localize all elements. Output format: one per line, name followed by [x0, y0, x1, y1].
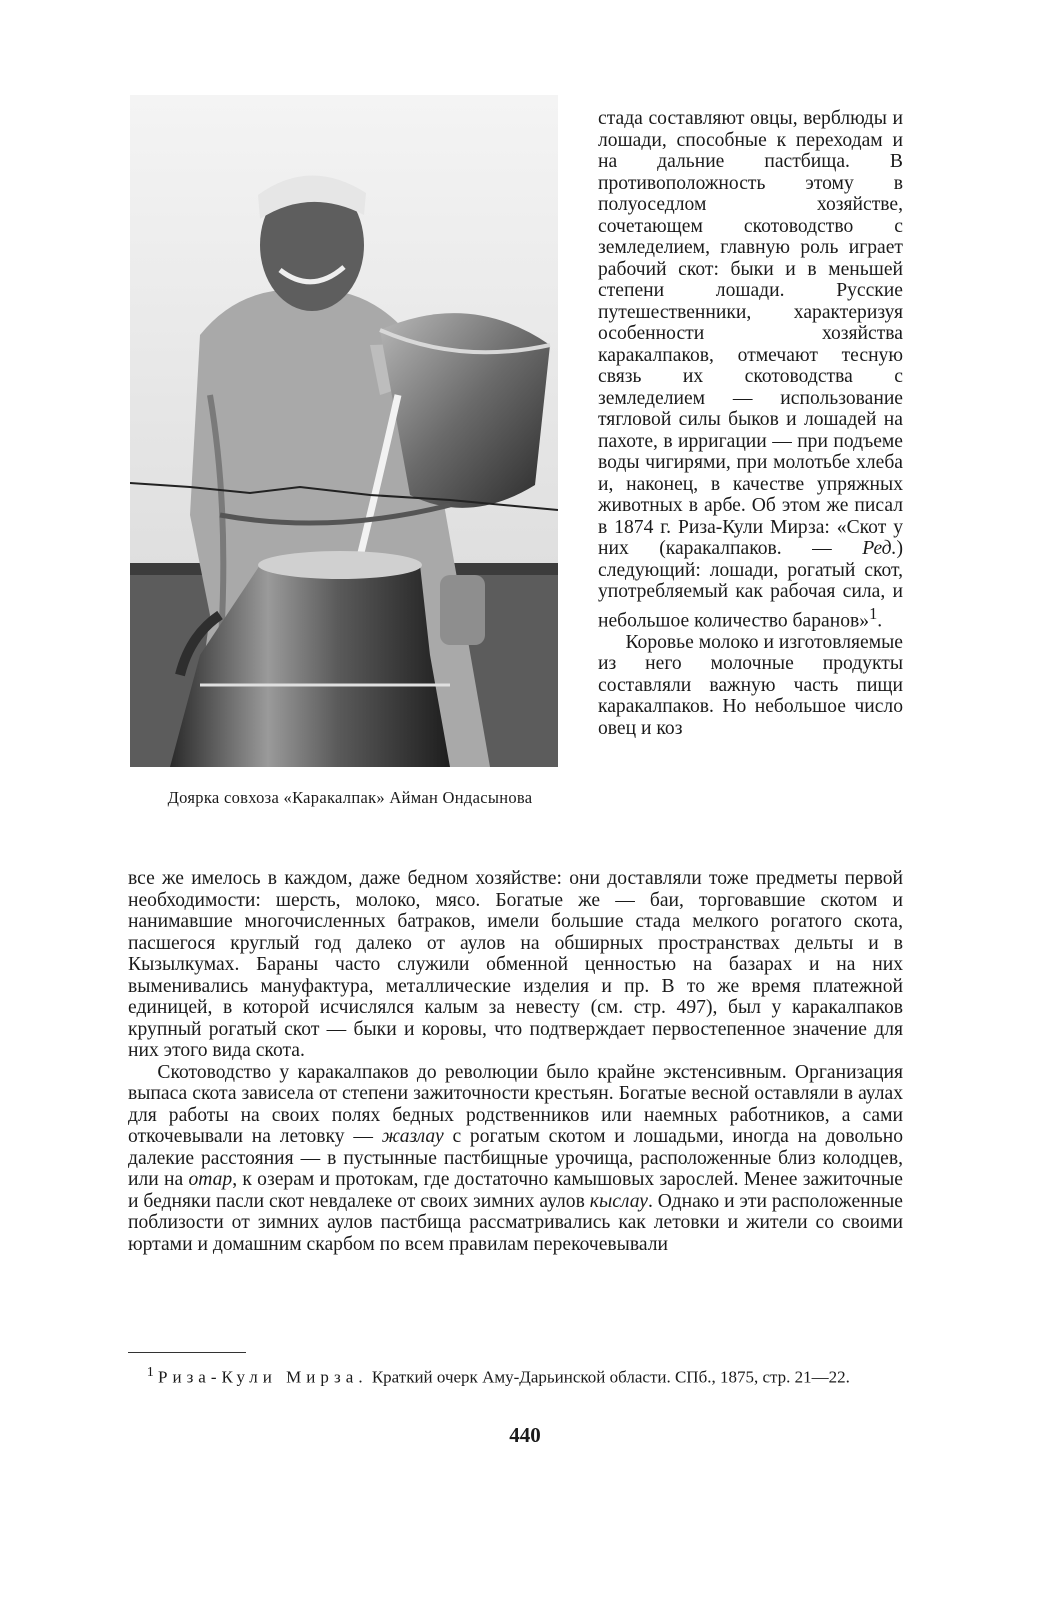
main-column-text: [128, 868, 903, 1255]
text-run: ) следующий: лошади, рогатый скот, употребляемый как рабочая сила, и небольшое количество баранов»: [598, 538, 903, 632]
text-run: , к озерам и протокам, где достаточно камышовых зарослей. Менее зажиточные и бедняки пасли скот невдалеке от своих зимних аулов: [128, 1169, 903, 1212]
photo-image: [130, 95, 558, 767]
text-run: Скотоводство у каракалпаков до революции было крайне экстенсивным. Организация выпаса скота зависела от степени зажиточности крестьян. Богатые весной оставляли в аулах для работы на своих полях бедных родственников или наемных работников, а сами откочевывали на летовку —: [128, 1061, 903, 1147]
paragraph: все же имелось в каждом, даже бедном хозяйстве: они доставляли тоже предметы первой необходимости: шерсть, молоко, мясо. Богатые же — баи, торговавшие скотом и нанимавшие многочисленных батраков, имели большие стада мелкого рогатого скота, пасшегося круглый год далеко от аулов на обширных пространствах дельты и в Кызылкумах. Бараны часто служили обменной ценностью на базарах и на них выменивались мануфактура, металлические изделия и пр. В то же время платежной единицей, в которой исчислялся калым за невесту (см. стр. 497), был у каракалпаков крупный рогатый скот — быки и коровы, что подтверждает первостепенное значение для них этого вида скота.: [128, 868, 903, 1061]
footnote-mark: 1: [869, 603, 878, 623]
footnote-author: Риза-Кули Мирза.: [158, 1367, 368, 1387]
editor-note: Ред.: [862, 538, 897, 559]
footnote-divider: [128, 1352, 246, 1353]
text-run: с рогатым скотом и лошадьми, иногда на довольно далекие расстояния — в пустынные пастбищные урочища, расположенные близ колодцев, или на: [128, 1126, 903, 1190]
photograph-milkmaid-pouring-milk: [130, 95, 558, 767]
footnote: [128, 1362, 903, 1388]
footnote-text: Краткий очерк Аму-Дарьинской области. СПб., 1875, стр. 21—22.: [371, 1367, 850, 1387]
term: отар: [188, 1169, 233, 1190]
term: кыслау: [589, 1190, 648, 1212]
term: жазлау: [381, 1126, 444, 1147]
footnote-number: 1: [146, 1364, 154, 1380]
text-run: стада составляют овцы, верблюды и лошади, способные к переходам и на дальние пастбища. В противоположность этому в полуоседлом хозяйстве, сочетающем скотоводство с земледелием, главную роль играет рабочий скот: быки и в меньшей степени лошади. Русские путешественники, характеризуя особенности хозяйства каракалпаков, отмечают тесную связь их скотоводства с земледелием — использование тягловой силы быков и лошадей на пахоте, в ирригации — при подъеме воды чигирями, при молотьбе хлеба и, наконец, в качестве упряжных животных в арбе. Об этом же писал в 1874 г. Риза-Кули Мирза: «Скот у них (каракалпаков. —: [598, 108, 903, 559]
paragraph: стада составляют овцы, верблюды и лошади, способные к переходам и на дальние пастбища. В противоположность этому в полуоседлом хозяйстве, сочетающем скотоводство с земледелием, главную роль играет рабочий скот: быки и в меньшей степени лошади. Русские путешественники, характеризуя особенности хозяйства каракалпаков, отмечают тесную связь их скотоводства с земледелием — использование тягловой силы быков и лошадей на пахоте, в ирригации — при подъеме воды чигирями, при молотьбе хлеба и, наконец, в качестве упряжных животных в арбе. Об этом же писал в 1874 г. Риза-Кули Мирза: «Скот у них (каракалпаков. — Ред.) следующий: лошади, рогатый скот, употребляемый как рабочая сила, и небольшое количество баранов»$^1$.: [598, 108, 903, 632]
paragraph: [128, 1062, 903, 1256]
side-column-text: [598, 108, 903, 739]
paragraph: Коровье молоко и изготовляемые из него молочные продукты составляли важную часть пищи каракалпаков. Но небольшое число овец и коз: [598, 631, 903, 739]
photo-caption: Доярка совхоза «Каракалпак» Айман Ондасынова: [167, 788, 533, 807]
text-run: . Однако и эти расположенные поблизости от зимних аулов пастбища рассматривались как летовки и жители со своими юртами и домашним скарбом по всем правилам перекочевывали: [128, 1190, 903, 1255]
page-number: 440: [509, 1423, 541, 1447]
